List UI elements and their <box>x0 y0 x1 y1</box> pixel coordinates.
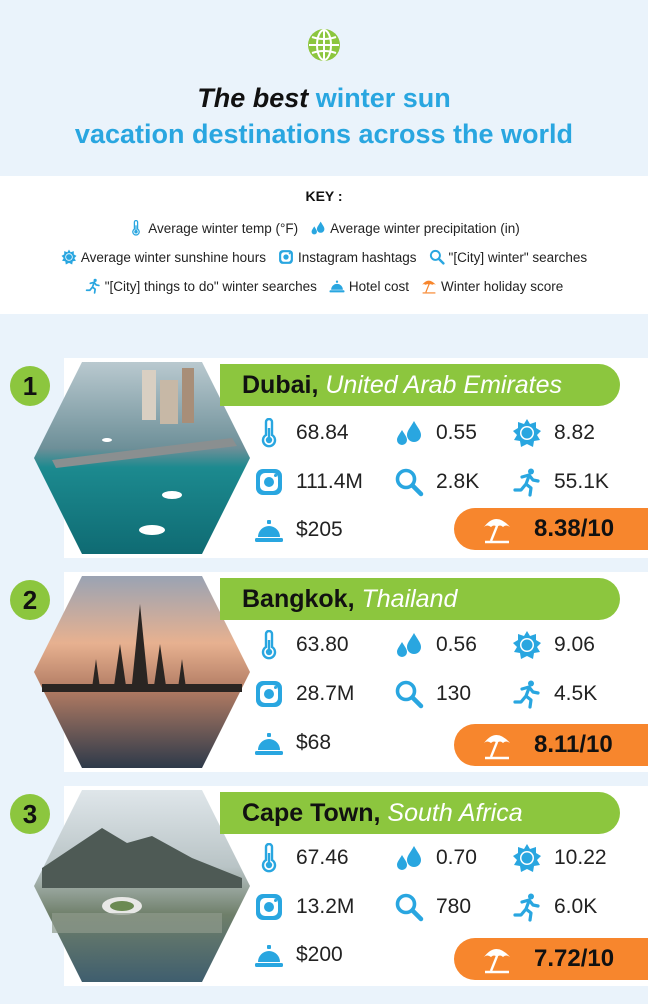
title-line1: winter sun <box>315 83 451 113</box>
rain-drops-icon <box>394 418 424 448</box>
header <box>0 0 648 176</box>
stat-sunshine: 10.22 <box>512 843 607 873</box>
key-label: Average winter sunshine hours <box>80 249 266 265</box>
thermometer-icon <box>128 220 144 236</box>
rain-drops-icon <box>310 220 326 236</box>
city-name: Cape Town, <box>242 799 381 827</box>
destination-photo <box>32 574 252 770</box>
runner-icon <box>512 892 542 922</box>
runner-icon <box>512 679 542 709</box>
stat-hotel: $205 <box>254 515 343 545</box>
country-name: Thailand <box>361 585 458 613</box>
key-row-1 <box>0 220 648 236</box>
key-item-score <box>421 278 563 294</box>
sun-icon <box>512 418 542 448</box>
hotel-bell-icon <box>254 940 284 970</box>
key-item-winter-searches <box>429 249 588 265</box>
key-item-sunshine <box>61 249 266 265</box>
key-label: "[City] winter" searches <box>448 249 588 265</box>
stat-precip: 0.56 <box>394 630 477 660</box>
city-name: Dubai, <box>242 371 319 399</box>
rank-badge: 3 <box>10 794 50 834</box>
runner-icon <box>512 467 542 497</box>
key-label: Average winter temp (°F) <box>148 220 299 236</box>
stat-precip: 0.70 <box>394 843 477 873</box>
destination-name <box>220 792 620 834</box>
beach-umbrella-icon <box>482 730 512 760</box>
stat-things-searches: 4.5K <box>512 679 597 709</box>
key-row-2 <box>0 249 648 265</box>
instagram-icon <box>254 679 284 709</box>
stat-instagram: 13.2M <box>254 892 354 922</box>
stat-precip: 0.55 <box>394 418 477 448</box>
instagram-icon <box>254 467 284 497</box>
stat-sunshine: 9.06 <box>512 630 595 660</box>
stat-winter-searches: 130 <box>394 679 471 709</box>
stat-temp: 67.46 <box>254 843 349 873</box>
instagram-icon <box>254 892 284 922</box>
stat-hotel: $200 <box>254 940 343 970</box>
hotel-bell-icon <box>254 515 284 545</box>
sun-icon <box>512 843 542 873</box>
search-icon <box>394 892 424 922</box>
page-title <box>0 80 648 152</box>
hotel-bell-icon <box>254 728 284 758</box>
winter-score: 8.38/10 <box>454 508 648 550</box>
stat-instagram: 28.7M <box>254 679 354 709</box>
stat-instagram: 111.4M <box>254 467 363 497</box>
city-name: Bangkok, <box>242 585 355 613</box>
key-row-3 <box>0 278 648 294</box>
winter-score: 8.11/10 <box>454 724 648 766</box>
sun-icon <box>61 249 77 265</box>
destination-card-2 <box>22 572 648 772</box>
key-item-hotel <box>329 278 409 294</box>
key-label: Winter holiday score <box>440 278 564 294</box>
beach-umbrella-icon <box>482 514 512 544</box>
globe-icon <box>307 28 341 62</box>
runner-icon <box>85 278 101 294</box>
hotel-bell-icon <box>329 278 345 294</box>
rank-badge: 1 <box>10 366 50 406</box>
instagram-icon <box>278 249 294 265</box>
country-name: South Africa <box>387 799 523 827</box>
rain-drops-icon <box>394 843 424 873</box>
stat-things-searches: 6.0K <box>512 892 597 922</box>
key-label: "[City] things to do" winter searches <box>104 278 317 294</box>
stat-hotel: $68 <box>254 728 331 758</box>
stat-winter-searches: 780 <box>394 892 471 922</box>
thermometer-icon <box>254 843 284 873</box>
destination-photo <box>32 788 252 984</box>
winter-score: 7.72/10 <box>454 938 648 980</box>
key-title: KEY : <box>305 188 343 204</box>
key-item-precip <box>310 220 520 236</box>
stat-sunshine: 8.82 <box>512 418 595 448</box>
thermometer-icon <box>254 418 284 448</box>
rain-drops-icon <box>394 630 424 660</box>
search-icon <box>429 249 445 265</box>
beach-umbrella-icon <box>482 944 512 974</box>
stat-temp: 63.80 <box>254 630 349 660</box>
search-icon <box>394 467 424 497</box>
rank-badge: 2 <box>10 580 50 620</box>
destination-name <box>220 578 620 620</box>
country-name: United Arab Emirates <box>325 371 563 399</box>
title-best: The best <box>197 83 309 113</box>
key-label: Average winter precipitation (in) <box>330 220 520 236</box>
key-label: Hotel cost <box>348 278 409 294</box>
destination-card-1 <box>22 358 648 558</box>
key-label: Instagram hashtags <box>297 249 417 265</box>
stat-things-searches: 55.1K <box>512 467 609 497</box>
search-icon <box>394 679 424 709</box>
destination-photo <box>32 360 252 556</box>
key-item-temp <box>128 220 298 236</box>
key-item-instagram <box>278 249 417 265</box>
destination-card-3 <box>22 786 648 986</box>
key-item-things-searches <box>85 278 317 294</box>
sun-icon <box>512 630 542 660</box>
stat-winter-searches: 2.8K <box>394 467 479 497</box>
thermometer-icon <box>254 630 284 660</box>
destination-name <box>220 364 620 406</box>
title-line2: vacation destinations across the world <box>74 119 574 149</box>
stat-temp: 68.84 <box>254 418 349 448</box>
key-legend <box>0 176 648 314</box>
beach-umbrella-icon <box>421 278 437 294</box>
